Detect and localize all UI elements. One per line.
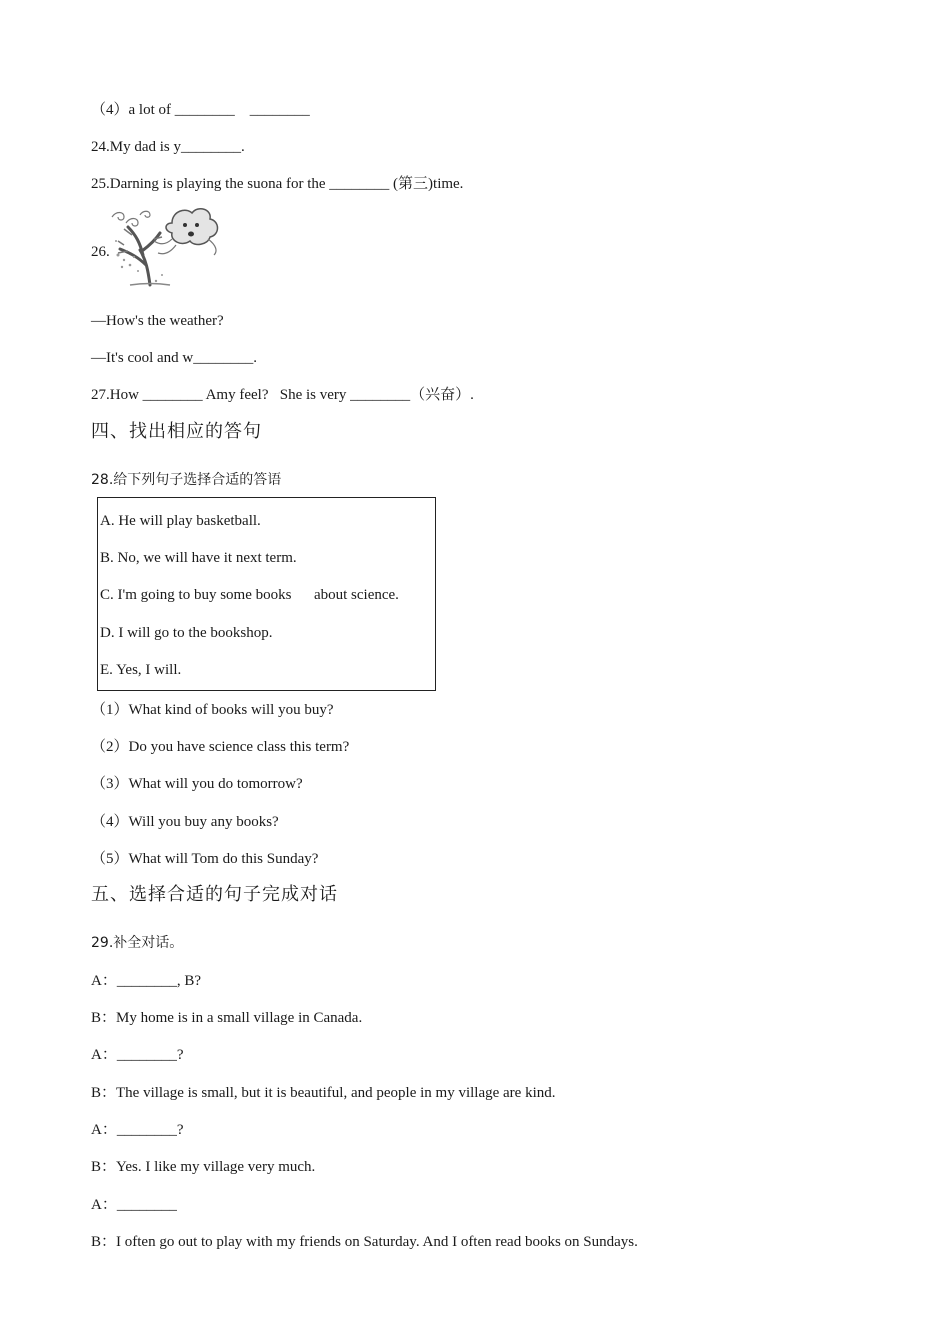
question-28-2: （2）Do you have science class this term? [91,739,350,755]
dialogue-line-1: A：________, B? [91,973,201,989]
question-24: 24.My dad is y________. [91,139,245,155]
question-28-5: （5）What will Tom do this Sunday? [91,851,319,867]
question-28-1: （1）What kind of books will you buy? [91,702,334,718]
option-c: C. I'm going to buy some books about science. [100,587,399,603]
question-28-title-text: 28.给下列句子选择合适的答语 [91,472,282,488]
option-b: B. No, we will have it next term. [100,550,297,566]
question-25: 25.Darning is playing the suona for the ________ (第三)time. [91,176,464,192]
option-a: A. He will play basketball. [100,513,261,529]
dialogue-line-3: A：________? [91,1047,184,1063]
option-d: D. I will go to the bookshop. [100,625,273,641]
question-28-title [91,470,281,490]
dialogue-line-7: A：________ [91,1197,177,1213]
question-28-3: （3）What will you do tomorrow? [91,776,303,792]
dialogue-line-2: B：My home is in a small village in Canada. [91,1010,363,1026]
question-23-4: （4）a lot of ________ ________ [91,102,310,118]
section-4-heading: 四、找出相应的答句 [91,421,262,442]
question-26-answer: —It's cool and w________. [91,350,258,366]
question-29-title-text: 29.补全对话。 [91,935,184,951]
option-e: E. Yes, I will. [100,662,182,678]
dialogue-line-8: B：I often go out to play with my friends on Saturday. And I often read books on Sundays. [91,1234,638,1250]
windy-weather-icon [110,205,222,289]
question-28-4: （4）Will you buy any books? [91,814,279,830]
question-27: 27.How ________ Amy feel? She is very ________（兴奋）. [91,387,474,403]
dialogue-line-5: A：________? [91,1122,184,1138]
question-26-number: 26. [91,244,110,260]
question-29-title [91,933,183,953]
section-5-heading: 五、选择合适的句子完成对话 [91,884,338,905]
answer-options-box [97,497,436,691]
dialogue-line-6: B：Yes. I like my village very much. [91,1159,316,1175]
dialogue-line-4: B：The village is small, but it is beautiful, and people in my village are kind. [91,1085,556,1101]
question-26-prompt: —How's the weather? [91,313,224,329]
